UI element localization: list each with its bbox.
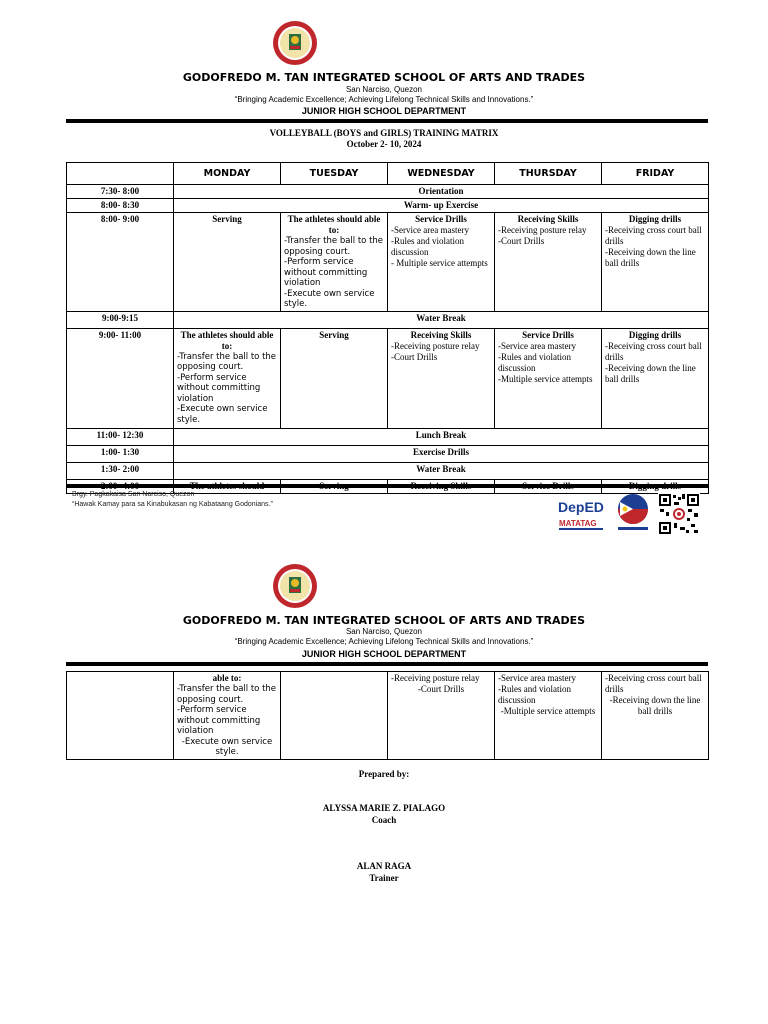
monday-cell xyxy=(174,213,281,312)
matrix-title: VOLLEYBALL (BOYS and GIRLS) TRAINING MATRIX xyxy=(269,128,499,138)
school-name: GODOFREDO M. TAN INTEGRATED SCHOOL OF ARTS AND TRADES xyxy=(182,614,586,627)
school-address: San Narciso, Quezon xyxy=(345,627,423,636)
wednesday-cell xyxy=(388,328,495,428)
thursday-cell xyxy=(495,672,602,760)
svg-text:MATATAG: MATATAG xyxy=(559,519,597,528)
cell-item: -Execute own service style. xyxy=(181,736,273,757)
trainer-name: ALAN RAGA xyxy=(356,861,412,871)
cell-heading: Service Drills xyxy=(522,329,574,340)
cell-item: -Court Drills xyxy=(498,236,545,246)
cell-item: -Rules and violation discussion xyxy=(498,351,571,373)
footer-slogan: “Hawak Kamay para sa Kinabukasan ng Kabataang Godonians.” xyxy=(72,501,273,508)
cell-item: -Service area mastery xyxy=(498,673,576,683)
trainer-role: Trainer xyxy=(369,873,399,883)
header-thursday: THURSDAY xyxy=(495,163,602,185)
cell-heading: Digging drills xyxy=(628,329,682,340)
qr-code-icon xyxy=(658,493,700,535)
cell-item: -Receiving down the line ball drills xyxy=(605,362,696,384)
cell-item: -Receiving posture relay xyxy=(391,673,480,683)
school-name: GODOFREDO M. TAN INTEGRATED SCHOOL OF ARTS AND TRADES xyxy=(182,71,586,84)
page-1-content xyxy=(0,0,768,494)
cell-item: -Transfer the ball to the opposing court. xyxy=(177,684,277,705)
coach-role: Coach xyxy=(371,815,397,825)
wednesday-cell xyxy=(388,672,495,760)
friday-cell xyxy=(602,672,709,760)
bagong-pilipinas-logo-icon xyxy=(612,492,654,534)
school-motto: “Bringing Academic Excellence; Achieving Lifelong Technical Skills and Innovations.” xyxy=(234,637,534,646)
footer-address: Brgy. Pagkakaisa San Narciso, Quezon xyxy=(72,491,195,498)
wednesday-cell xyxy=(388,213,495,312)
header-tuesday: TUESDAY xyxy=(281,163,388,185)
tuesday-cell xyxy=(281,672,388,760)
cell-item: -Perform service without committing violation xyxy=(177,372,261,404)
tuesday-cell xyxy=(281,213,388,312)
header-blank xyxy=(67,163,174,185)
coach-name: ALYSSA MARIE Z. PIALAGO xyxy=(322,803,446,813)
activity-cell: Lunch Break xyxy=(174,428,709,445)
time-cell: 7:30- 8:00 xyxy=(67,185,174,199)
cell-item: -Receiving cross court ball drills xyxy=(605,673,702,694)
time-cell: 8:00- 9:00 xyxy=(67,213,174,312)
activity-cell: Exercise Drills xyxy=(174,445,709,462)
header-wednesday: WEDNESDAY xyxy=(388,163,495,185)
thursday-cell xyxy=(495,328,602,428)
header-monday: MONDAY xyxy=(174,163,281,185)
deped-matatag-logo-icon xyxy=(556,496,606,532)
cell-heading: Serving xyxy=(212,214,242,224)
cell-heading: Receiving Skills xyxy=(410,329,472,340)
cell-item: -Rules and violation discussion xyxy=(498,684,571,705)
cell-heading: Serving xyxy=(319,329,349,340)
activity-cell: Orientation xyxy=(174,185,709,199)
cell-item: -Rules and violation discussion xyxy=(391,236,464,257)
time-cell: 8:00- 8:30 xyxy=(67,199,174,213)
department-name: JUNIOR HIGH SCHOOL DEPARTMENT xyxy=(301,649,467,659)
school-seal-icon xyxy=(272,20,318,66)
time-cell: 1:00- 1:30 xyxy=(67,445,174,462)
department-name: JUNIOR HIGH SCHOOL DEPARTMENT xyxy=(301,106,467,116)
table-row xyxy=(67,328,709,428)
cell-heading: Receiving Skills xyxy=(517,214,579,224)
cell-item: -Perform service without committing violation xyxy=(177,705,261,736)
cell-item: -Execute own service style. xyxy=(284,288,375,309)
table-row xyxy=(67,199,709,213)
time-cell xyxy=(67,672,174,760)
table-row xyxy=(67,428,709,445)
svg-text:DepED: DepED xyxy=(558,499,604,515)
cell-item: -Receiving posture relay xyxy=(498,225,587,235)
time-cell: 9:00-9:15 xyxy=(67,311,174,328)
time-cell: 11:00- 12:30 xyxy=(67,428,174,445)
table-row xyxy=(67,185,709,199)
tuesday-cell xyxy=(281,328,388,428)
cell-heading: Digging drills xyxy=(628,214,682,224)
prepared-by-label: Prepared by: xyxy=(358,769,410,779)
cell-item: -Receiving posture relay xyxy=(391,340,480,351)
document-title xyxy=(0,128,768,150)
table-row xyxy=(67,672,709,760)
activity-cell: Warm- up Exercise xyxy=(174,199,709,213)
activity-cell: Water Break xyxy=(174,311,709,328)
time-cell: 9:00- 11:00 xyxy=(67,328,174,428)
table-row xyxy=(67,213,709,312)
cell-item: -Receiving cross court ball drills xyxy=(605,340,702,362)
cell-item: -Service area mastery xyxy=(391,225,469,235)
cell-item: -Court Drills xyxy=(391,351,438,362)
table-row xyxy=(67,311,709,328)
activity-cell: Water Break xyxy=(174,462,709,479)
header-friday: FRIDAY xyxy=(602,163,709,185)
cell-heading: The athletes should able to: xyxy=(287,214,381,235)
header-divider xyxy=(66,662,708,666)
cell-item: -Multiple service attempts xyxy=(498,373,593,384)
training-matrix-table xyxy=(66,162,709,494)
matrix-dates: October 2- 10, 2024 xyxy=(346,139,422,149)
school-seal-icon xyxy=(272,563,318,609)
cell-heading: The athletes should able to: xyxy=(180,329,274,351)
cell-heading: able to: xyxy=(212,673,242,683)
header-divider xyxy=(66,119,708,123)
cell-item: -Multiple service attempts xyxy=(500,706,596,716)
cell-item: -Receiving down the line ball drills xyxy=(605,247,696,268)
school-motto: “Bringing Academic Excellence; Achieving Lifelong Technical Skills and Innovations.” xyxy=(234,95,534,104)
friday-cell xyxy=(602,328,709,428)
training-matrix-table-continued xyxy=(66,671,709,760)
cell-item: -Service area mastery xyxy=(498,340,576,351)
table-row xyxy=(67,462,709,479)
table-header-row xyxy=(67,163,709,185)
friday-cell xyxy=(602,213,709,312)
monday-cell xyxy=(174,328,281,428)
time-cell: 1:30- 2:00 xyxy=(67,462,174,479)
page-2 xyxy=(0,545,768,1024)
cell-item: -Receiving cross court ball drills xyxy=(605,225,702,246)
cell-item: -Receiving down the line ball drills xyxy=(609,695,701,716)
cell-item: - Multiple service attempts xyxy=(391,258,488,268)
table-row xyxy=(67,445,709,462)
cell-item: -Execute own service style. xyxy=(177,404,268,425)
thursday-cell xyxy=(495,213,602,312)
monday-cell xyxy=(174,672,281,760)
school-address: San Narciso, Quezon xyxy=(345,85,423,94)
cell-item: -Transfer the ball to the opposing court. xyxy=(177,351,277,372)
cell-item: -Perform service without committing violation xyxy=(284,257,368,288)
cell-item: -Transfer the ball to the opposing court. xyxy=(284,236,384,257)
cell-item: -Court Drills xyxy=(417,684,465,694)
footer-divider xyxy=(66,484,708,488)
cell-heading: Service Drills xyxy=(415,214,467,224)
